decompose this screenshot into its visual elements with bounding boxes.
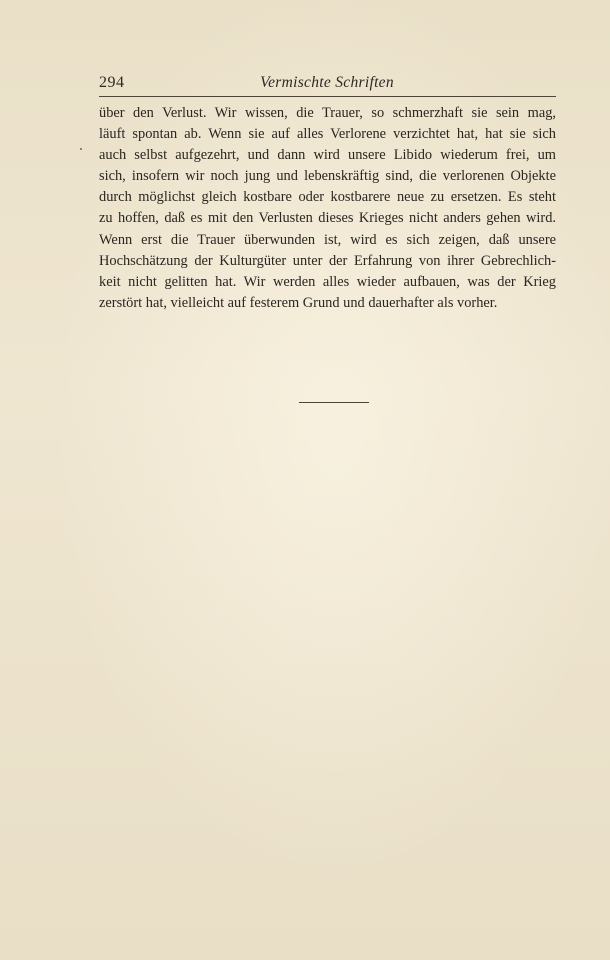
running-head	[99, 74, 555, 96]
text-line: über den Verlust. Wir wissen, die Trauer, so schmerzhaft sie sein mag,	[99, 105, 556, 121]
running-title: Vermischte Schriften	[260, 74, 394, 91]
text-line: zu hoffen, daß es mit den Verlusten dieses Krieges nicht anders gehen wird.	[99, 210, 556, 227]
text-line: sich, insofern wir noch jung und lebenskräftig sind, die verlorenen Objekte	[99, 168, 556, 185]
text-line: Hochschätzung der Kulturgüter unter der Erfahrung von ihrer Gebrechlich-	[99, 252, 556, 269]
margin-mark	[80, 148, 82, 150]
body-paragraph	[99, 103, 556, 314]
section-end-rule	[299, 402, 369, 403]
text-line: Wenn erst die Trauer überwunden ist, wird es sich zeigen, daß unsere	[99, 231, 556, 248]
header-rule	[99, 96, 556, 97]
text-line: keit nicht gelitten hat. Wir werden alles wieder aufbauen, was der Krieg	[99, 273, 556, 290]
text-line: durch möglichst gleich kostbare oder kostbarere neue zu ersetzen. Es steht	[99, 189, 556, 206]
text-line: auch selbst aufgezehrt, und dann wird unsere Libido wiederum frei, um	[99, 147, 556, 164]
text-line: zerstört hat, vielleicht auf festerem Grund und dauerhafter als vorher.	[99, 294, 498, 311]
text-line: läuft spontan ab. Wenn sie auf alles Verlorene verzichtet hat, hat sie sich	[99, 126, 556, 143]
page-number: 294	[99, 74, 125, 91]
